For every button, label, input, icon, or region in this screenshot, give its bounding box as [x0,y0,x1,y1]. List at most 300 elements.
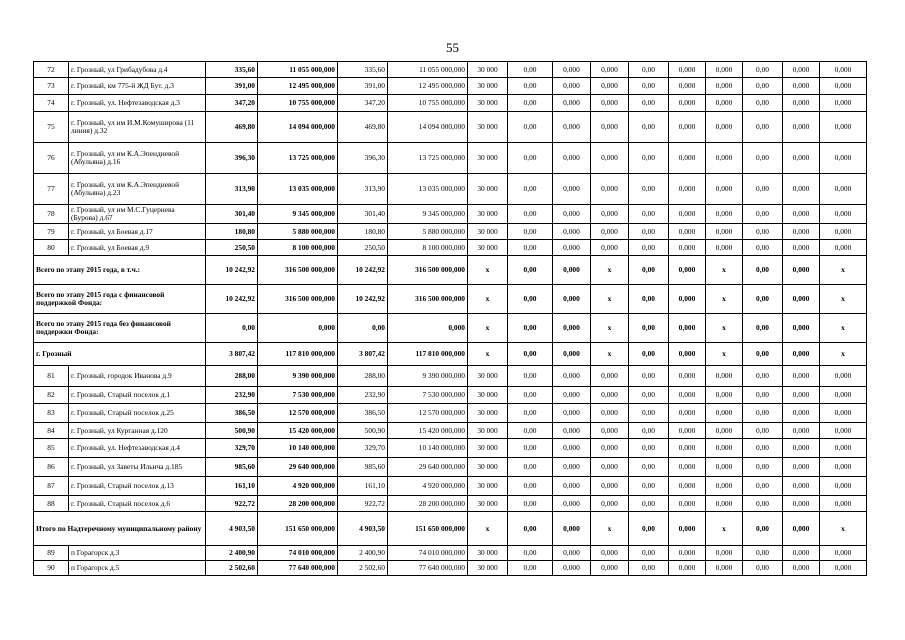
value-cell: 0,000 [591,366,629,387]
value-cell: 0,000 [706,240,743,256]
summary-cell: 10 242,92 [338,285,388,314]
value-cell: 9 345 000,000 [258,205,338,224]
value-cell: 14 094 000,000 [258,112,338,143]
row-number: 72 [34,62,69,78]
row-number: 80 [34,240,69,256]
row-number: 77 [34,174,69,205]
value-cell: 0,00 [629,143,669,174]
value-cell: 0,000 [783,387,820,404]
summary-cell: х [820,314,867,343]
summary-label: Всего по этапу 2015 года с финансовой поддержкой Фонда: [34,285,206,314]
address-cell: п Горагорск д.5 [69,561,206,576]
value-cell: 391,00 [206,78,258,95]
value-cell: 0,00 [743,423,783,439]
value-cell: 0,000 [706,477,743,496]
value-cell: 0,000 [669,423,706,439]
value-cell: 13 725 000,000 [258,143,338,174]
value-cell: 0,000 [591,62,629,78]
value-cell: 0,00 [508,561,553,576]
value-cell: 0,000 [591,458,629,477]
value-cell: 10 755 000,000 [388,95,468,112]
summary-cell: 0,00 [508,343,553,366]
value-cell: 0,00 [508,477,553,496]
value-cell: 5 880 000,000 [388,224,468,240]
value-cell: 2 502,60 [338,561,388,576]
table-row [34,366,867,387]
address-cell: г. Грозный, ул им М.С.Гуцериева (Бурова) д.67 [69,205,206,224]
table-row [34,240,867,256]
table-row [34,62,867,78]
address-cell: г. Грозный, ул Заветы Ильича д.185 [69,458,206,477]
address-cell: г. Грозный, ул им И.М.Комуширова (11 линия) д.32 [69,112,206,143]
summary-row [34,256,867,285]
value-cell: 386,50 [206,404,258,423]
summary-cell: 0,00 [206,314,258,343]
value-cell: 0,00 [508,112,553,143]
value-cell: 0,000 [820,423,867,439]
table-row [34,112,867,143]
value-cell: 13 725 000,000 [388,143,468,174]
value-cell: 0,000 [669,439,706,458]
value-cell: 0,000 [783,439,820,458]
summary-cell: 0,00 [743,343,783,366]
summary-cell: 0,000 [388,314,468,343]
table-row [34,205,867,224]
value-cell: 0,000 [669,224,706,240]
summary-cell: х [706,512,743,546]
address-cell: г. Грозный, ул. Нефтезаводская д.4 [69,439,206,458]
summary-cell: 0,000 [783,256,820,285]
value-cell: 0,000 [591,561,629,576]
table-row [34,496,867,512]
address-cell: г. Грозный, км 775-й ЖД Бут. д.3 [69,78,206,95]
value-cell: 0,000 [553,62,591,78]
value-cell: 0,000 [591,143,629,174]
value-cell: 0,000 [820,112,867,143]
value-cell: 0,00 [629,546,669,561]
value-cell: 30 000 [468,205,508,224]
value-cell: 10 755 000,000 [258,95,338,112]
value-cell: 12 495 000,000 [388,78,468,95]
summary-cell: 0,00 [508,285,553,314]
value-cell: 313,90 [206,174,258,205]
table-row [34,174,867,205]
value-cell: 0,000 [820,174,867,205]
value-cell: 0,000 [820,205,867,224]
address-cell: г. Грозный, ул Боевая д.17 [69,224,206,240]
summary-cell: 0,000 [553,512,591,546]
value-cell: 0,00 [508,224,553,240]
value-cell: 2 502,60 [206,561,258,576]
value-cell: 0,00 [743,387,783,404]
table-row [34,423,867,439]
summary-cell: х [468,512,508,546]
value-cell: 0,000 [669,366,706,387]
summary-cell: 4 903,50 [338,512,388,546]
value-cell: 0,000 [820,546,867,561]
summary-row [34,314,867,343]
value-cell: 0,00 [629,205,669,224]
summary-cell: х [591,256,629,285]
row-number: 84 [34,423,69,439]
value-cell: 0,000 [553,387,591,404]
value-cell: 0,000 [706,224,743,240]
value-cell: 0,000 [553,404,591,423]
value-cell: 0,00 [743,366,783,387]
value-cell: 74 010 000,000 [258,546,338,561]
row-number: 90 [34,561,69,576]
value-cell: 0,00 [743,95,783,112]
value-cell: 0,00 [629,240,669,256]
value-cell: 0,000 [783,174,820,205]
value-cell: 0,000 [783,224,820,240]
value-cell: 0,000 [553,143,591,174]
value-cell: 29 640 000,000 [388,458,468,477]
value-cell: 0,00 [508,143,553,174]
value-cell: 0,000 [820,240,867,256]
value-cell: 0,00 [743,546,783,561]
page-number: 55 [446,40,459,55]
value-cell: 14 094 000,000 [388,112,468,143]
summary-cell: х [820,512,867,546]
value-cell: 0,00 [743,143,783,174]
value-cell: 77 640 000,000 [258,561,338,576]
value-cell: 180,80 [338,224,388,240]
value-cell: 30 000 [468,112,508,143]
row-number: 76 [34,143,69,174]
summary-cell: 0,000 [783,314,820,343]
value-cell: 30 000 [468,546,508,561]
value-cell: 922,72 [206,496,258,512]
value-cell: 8 100 000,000 [388,240,468,256]
value-cell: 0,000 [783,112,820,143]
value-cell: 0,000 [553,174,591,205]
value-cell: 0,000 [669,546,706,561]
value-cell: 313,90 [338,174,388,205]
value-cell: 15 420 000,000 [258,423,338,439]
value-cell: 0,00 [508,205,553,224]
summary-cell: 117 810 000,000 [388,343,468,366]
value-cell: 0,000 [783,366,820,387]
value-cell: 0,00 [629,439,669,458]
value-cell: 0,000 [706,561,743,576]
summary-cell: 0,00 [629,256,669,285]
value-cell: 12 495 000,000 [258,78,338,95]
summary-cell: 0,00 [508,256,553,285]
value-cell: 0,000 [591,224,629,240]
value-cell: 0,00 [629,477,669,496]
value-cell: 0,00 [743,174,783,205]
value-cell: 30 000 [468,95,508,112]
row-number: 85 [34,439,69,458]
value-cell: 0,00 [743,112,783,143]
value-cell: 0,00 [629,561,669,576]
value-cell: 396,30 [338,143,388,174]
summary-cell: х [706,314,743,343]
value-cell: 250,50 [206,240,258,256]
summary-cell: 0,00 [743,512,783,546]
address-cell: г. Грозный, Старый поселок д.6 [69,496,206,512]
summary-cell: х [591,512,629,546]
value-cell: 0,000 [553,477,591,496]
value-cell: 0,00 [508,404,553,423]
row-number: 79 [34,224,69,240]
summary-cell: 0,000 [553,256,591,285]
value-cell: 9 345 000,000 [388,205,468,224]
value-cell: 985,60 [338,458,388,477]
value-cell: 180,80 [206,224,258,240]
value-cell: 0,000 [553,423,591,439]
value-cell: 4 920 000,000 [388,477,468,496]
value-cell: 0,000 [820,404,867,423]
value-cell: 301,40 [338,205,388,224]
summary-cell: 10 242,92 [206,256,258,285]
value-cell: 0,000 [669,561,706,576]
value-cell: 0,000 [706,423,743,439]
value-cell: 0,000 [783,143,820,174]
value-cell: 0,000 [669,387,706,404]
address-cell: г. Грозный, ул им К.А.Эпендиевой (Абульяна) д.23 [69,174,206,205]
value-cell: 0,00 [508,439,553,458]
summary-cell: х [820,285,867,314]
value-cell: 0,000 [783,423,820,439]
summary-cell: 0,000 [553,285,591,314]
summary-cell: 0,00 [743,314,783,343]
value-cell: 0,000 [591,240,629,256]
summary-cell: х [591,285,629,314]
value-cell: 288,00 [338,366,388,387]
value-cell: 0,000 [669,62,706,78]
value-cell: 0,00 [508,62,553,78]
value-cell: 4 920 000,000 [258,477,338,496]
value-cell: 0,000 [669,458,706,477]
value-cell: 329,70 [338,439,388,458]
value-cell: 0,000 [553,205,591,224]
summary-label: г. Грозный [34,343,206,366]
value-cell: 0,00 [508,78,553,95]
summary-label: Итого по Надтеречному муниципальному району [34,512,206,546]
summary-cell: 0,000 [258,314,338,343]
value-cell: 11 055 000,000 [258,62,338,78]
summary-cell: х [591,314,629,343]
value-cell: 0,000 [820,439,867,458]
address-cell: г. Грозный, ул им К.А.Эпендиевой (Абульяна) д.16 [69,143,206,174]
value-cell: 0,000 [706,404,743,423]
value-cell: 0,00 [508,174,553,205]
row-number: 75 [34,112,69,143]
value-cell: 15 420 000,000 [388,423,468,439]
value-cell: 250,50 [338,240,388,256]
summary-cell: 0,000 [553,314,591,343]
value-cell: 391,00 [338,78,388,95]
summary-cell: 0,00 [743,256,783,285]
value-cell: 12 570 000,000 [388,404,468,423]
value-cell: 0,00 [629,174,669,205]
value-cell: 30 000 [468,366,508,387]
value-cell: 0,00 [629,62,669,78]
value-cell: 28 200 000,000 [388,496,468,512]
value-cell: 12 570 000,000 [258,404,338,423]
summary-cell: х [706,285,743,314]
value-cell: 0,000 [553,112,591,143]
address-cell: п Горагорск д.3 [69,546,206,561]
summary-row [34,285,867,314]
value-cell: 0,000 [591,174,629,205]
value-cell: 0,000 [706,496,743,512]
value-cell: 0,000 [553,366,591,387]
value-cell: 0,000 [591,439,629,458]
value-cell: 0,000 [591,404,629,423]
summary-cell: 0,000 [669,343,706,366]
summary-cell: х [468,285,508,314]
value-cell: 0,000 [553,78,591,95]
value-cell: 0,000 [669,240,706,256]
value-cell: 0,000 [820,62,867,78]
value-cell: 30 000 [468,561,508,576]
value-cell: 0,000 [553,439,591,458]
summary-label: Всего по этапу 2015 года без финансовой поддержки Фонда: [34,314,206,343]
row-number: 88 [34,496,69,512]
value-cell: 0,000 [706,78,743,95]
summary-cell: 0,00 [508,314,553,343]
value-cell: 0,000 [783,458,820,477]
value-cell: 9 390 000,000 [388,366,468,387]
value-cell: 335,60 [338,62,388,78]
value-cell: 0,00 [629,404,669,423]
table-row [34,561,867,576]
summary-cell: 0,000 [669,285,706,314]
value-cell: 8 100 000,000 [258,240,338,256]
summary-cell: 0,00 [629,343,669,366]
value-cell: 0,000 [820,366,867,387]
summary-cell: х [706,343,743,366]
value-cell: 0,000 [706,112,743,143]
value-cell: 0,00 [743,458,783,477]
value-cell: 30 000 [468,496,508,512]
address-cell: г. Грозный, Старый поселок д.1 [69,387,206,404]
value-cell: 0,00 [508,95,553,112]
table-row [34,143,867,174]
value-cell: 0,000 [783,496,820,512]
value-cell: 13 035 000,000 [388,174,468,205]
value-cell: 0,00 [743,78,783,95]
summary-cell: 0,00 [629,285,669,314]
value-cell: 0,000 [706,546,743,561]
summary-cell: х [820,256,867,285]
value-cell: 30 000 [468,439,508,458]
value-cell: 0,000 [783,205,820,224]
value-cell: 0,000 [820,458,867,477]
summary-cell: 0,00 [508,512,553,546]
value-cell: 0,00 [508,496,553,512]
value-cell: 0,000 [706,62,743,78]
row-number: 86 [34,458,69,477]
value-cell: 0,00 [629,387,669,404]
value-cell: 0,000 [706,439,743,458]
value-cell: 329,70 [206,439,258,458]
value-cell: 0,00 [743,224,783,240]
value-cell: 0,000 [783,546,820,561]
value-cell: 0,00 [743,477,783,496]
value-cell: 500,90 [338,423,388,439]
value-cell: 7 530 000,000 [388,387,468,404]
table-row [34,95,867,112]
row-number: 73 [34,78,69,95]
summary-cell: х [468,314,508,343]
value-cell: 0,00 [629,458,669,477]
value-cell: 0,000 [669,78,706,95]
value-cell: 922,72 [338,496,388,512]
value-cell: 30 000 [468,387,508,404]
value-cell: 161,10 [338,477,388,496]
value-cell: 161,10 [206,477,258,496]
value-cell: 0,00 [508,387,553,404]
row-number: 83 [34,404,69,423]
value-cell: 0,000 [669,174,706,205]
value-cell: 0,00 [743,240,783,256]
summary-cell: 0,000 [669,512,706,546]
value-cell: 0,000 [706,458,743,477]
summary-cell: 4 903,50 [206,512,258,546]
value-cell: 0,00 [629,224,669,240]
address-cell: г. Грозный, Старый поселок д.25 [69,404,206,423]
value-cell: 0,000 [706,205,743,224]
value-cell: 13 035 000,000 [258,174,338,205]
row-number: 78 [34,205,69,224]
row-number: 87 [34,477,69,496]
value-cell: 30 000 [468,78,508,95]
table-row [34,387,867,404]
value-cell: 30 000 [468,477,508,496]
value-cell: 0,00 [629,95,669,112]
value-cell: 0,000 [820,224,867,240]
value-cell: 0,000 [553,95,591,112]
summary-cell: 3 807,42 [206,343,258,366]
value-cell: 0,000 [553,561,591,576]
value-cell: 0,000 [591,387,629,404]
summary-cell: 0,00 [743,285,783,314]
value-cell: 0,000 [591,423,629,439]
value-cell: 0,000 [669,95,706,112]
table-row [34,224,867,240]
value-cell: 0,000 [820,496,867,512]
value-cell: 0,00 [629,423,669,439]
value-cell: 0,000 [669,404,706,423]
summary-row [34,343,867,366]
summary-cell: х [468,256,508,285]
summary-cell: х [468,343,508,366]
value-cell: 347,20 [206,95,258,112]
value-cell: 30 000 [468,174,508,205]
summary-cell: 316 500 000,000 [388,256,468,285]
value-cell: 0,000 [820,561,867,576]
value-cell: 0,000 [820,78,867,95]
summary-row [34,512,867,546]
value-cell: 0,000 [553,224,591,240]
summary-cell: 0,000 [783,285,820,314]
value-cell: 0,000 [783,561,820,576]
summary-cell: 151 650 000,000 [388,512,468,546]
value-cell: 0,000 [783,404,820,423]
value-cell: 0,000 [783,477,820,496]
value-cell: 0,000 [706,366,743,387]
table-row [34,458,867,477]
summary-cell: 0,00 [338,314,388,343]
value-cell: 0,000 [669,205,706,224]
value-cell: 0,000 [783,62,820,78]
summary-cell: 0,000 [669,256,706,285]
value-cell: 0,000 [669,477,706,496]
